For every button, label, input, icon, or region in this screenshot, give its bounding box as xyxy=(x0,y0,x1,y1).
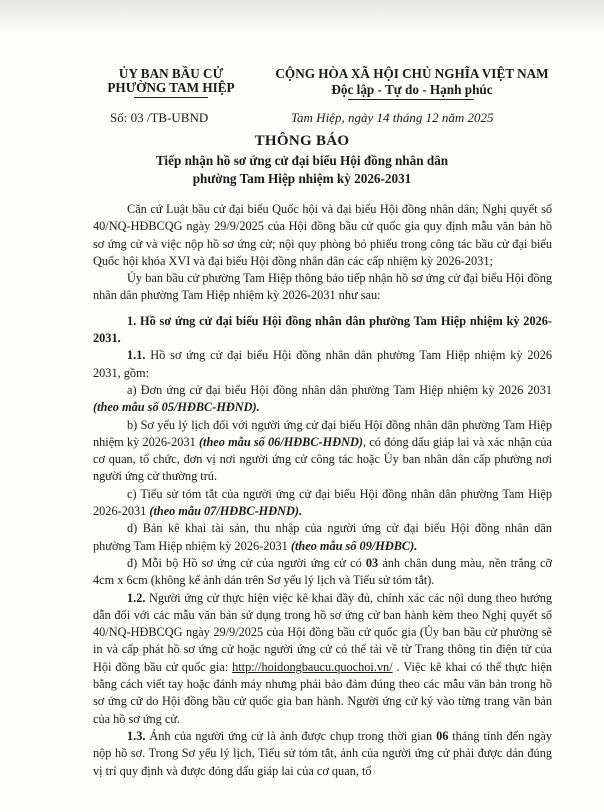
subtitle-line2: phường Tam Hiệp nhiệm kỳ 2026-2031 xyxy=(192,171,412,186)
item-b-text2: , có đóng dấu giáp lai và xác nhận của cơ quan, tổ chức, đơn vị nơi người ứng cử công tác hoặc Ủy ban nhân dân cấp phường nơi người ứng cử thường trú. xyxy=(93,434,552,484)
item-1-3-number: 1.3. xyxy=(127,728,146,743)
item-1-1-text: Hồ sơ ứng cử đại biểu Hội đồng nhân dân phường Tam Hiệp nhiệm kỳ 2026 2031, gồm: xyxy=(93,348,552,380)
national-motto: Độc lập - Tự do - Hạnh phúc xyxy=(331,82,493,97)
item-d-form: (theo mẫu số 09/HĐBC). xyxy=(290,538,418,553)
issuer-name-line2: PHƯỜNG TAM HIỆP xyxy=(107,80,235,95)
item-a xyxy=(93,382,552,417)
legal-basis-paragraph: Căn cứ Luật bầu cử đại biểu Quốc hội và đại biểu Hội đồng nhân dân; Nghị quyết số 40/NQ-HĐBCQG ngày 29/9/2025 của Hội đồng bầu cử quốc gia quy định mẫu văn bản hồ sơ ứng cử và việc nộp hồ sơ ứng cử; nội quy phòng bỏ phiếu trong công tác bầu cử đại biểu Quốc hội khóa XVI và đại biểu Hội đồng nhân dân các cấp nhiệm kỳ 2026-2031; xyxy=(93,202,552,268)
item-dd-text2: ảnh chân dung màu, nền trắng cỡ 4cm x 6cm (không kể ảnh dán trên Sơ yếu lý lịch và Tiểu sử tóm tắt). xyxy=(93,555,553,588)
election-council-link[interactable]: http://hoidongbaucu.quochoi.vn/ xyxy=(232,659,393,674)
item-d-text: d) Bản kê khai tài sản, thu nhập của người ứng cử đại biểu Hội đồng nhân dân phường Tam Hiệp nhiệm kỳ 2026-2031 xyxy=(93,521,552,553)
document-title: THÔNG BÁO xyxy=(254,133,350,149)
document-number: Số: 03 /TB-UBND xyxy=(110,110,209,125)
subtitle-line1: Tiếp nhận hồ sơ ứng cử đại biểu Hội đồng nhân dân xyxy=(155,153,449,168)
section-1-heading: 1. Hồ sơ ứng cử đại biểu Hội đồng nhân dân phường Tam Hiệp nhiệm kỳ 2026-2031. xyxy=(93,313,552,346)
item-c-text: c) Tiểu sử tóm tắt của người ứng cử đại biểu Hội đồng nhân dân phường Tam Hiệp 2026-2031 xyxy=(93,486,552,519)
date-line: Tam Hiệp, ngày 14 tháng 12 năm 2025 xyxy=(291,110,494,125)
item-a-form: (theo mẫu số 05/HĐBC-HĐND). xyxy=(93,400,260,415)
item-1-2-number: 1.2. xyxy=(127,590,146,605)
item-1-3-text1: Ảnh của người ứng cử là ảnh được chụp trong thời gian xyxy=(145,728,437,743)
item-d xyxy=(93,520,552,555)
item-b xyxy=(93,417,552,486)
item-dd-text1: đ) Mỗi bộ Hồ sơ ứng cử của người ứng cử có xyxy=(127,555,366,570)
document-body xyxy=(93,201,552,780)
issuer-underline xyxy=(134,97,208,98)
motto-underline xyxy=(348,99,474,100)
item-1-2-text2: . Việc kê khai có thể thực hiện bằng cách viết tay hoặc đánh máy nhưng phải bảo đảm đúng theo các mẫu văn bản trong hồ sơ ứng cử do Hội đồng bầu cử quốc gia ban hành. Người ứng cử ký vào từng trang văn bản của hồ sơ ứng cử. xyxy=(93,659,552,726)
item-c-form: (theo mẫu 07/HĐBC-HĐND). xyxy=(149,504,303,519)
item-1-3 xyxy=(93,728,552,780)
document-subtitle xyxy=(0,152,604,188)
item-dd xyxy=(93,555,552,590)
item-1-1-number: 1.1. xyxy=(127,348,146,363)
item-1-2-text: Người ứng cử thực hiện việc kê khai đầy đủ, chính xác các nội dung theo hướng dẫn đối với các mẫu văn bản sử dụng trong hồ sơ ứng cử ban hành kèm theo Nghị quyết số 40/NQ-HĐBCQG ngày 29/9/2025 của Hội đồng bầu cử quốc gia (Ủy ban bầu cử phường sẽ in và cấp phát hồ sơ ứng cử hoặc người ứng cử có thể tải về từ Trang thông tin điện tử của Hội đồng bầu cử quốc gia: xyxy=(93,590,552,674)
item-b-form: (theo mẫu số 06/HĐBC-HĐND) xyxy=(198,434,363,449)
item-1-2 xyxy=(93,590,552,728)
item-1-3-months: 06 xyxy=(436,728,449,743)
item-1-1 xyxy=(93,347,552,382)
national-title: CỘNG HÒA XÃ HỘI CHỦ NGHĨA VIỆT NAM xyxy=(275,66,549,81)
item-c xyxy=(93,486,552,521)
item-a-text: a) Đơn ứng cử đại biểu Hội đồng nhân dân phường Tam Hiệp nhiệm kỳ 2026 2031 xyxy=(127,382,552,397)
item-dd-count: 03 xyxy=(365,555,379,570)
item-1-3-text2: tháng tính đến ngày nộp hồ sơ. Trong Sơ yếu lý lịch, Tiểu sử tóm tắt, ảnh của người ứng cử phải được dán đúng vị trí quy định và được đóng dấu giáp lai của cơ quan, tổ xyxy=(93,728,552,778)
issuer-name-line1: ỦY BAN BẦU CỬ xyxy=(118,66,224,81)
item-b-text1: b) Sơ yếu lý lịch đối với người ứng cử đại biểu Hội đồng nhân dân phường Tam Hiệp nhiệm kỳ 2026-2031 xyxy=(93,417,552,449)
scan-shadow xyxy=(0,0,604,34)
intro-paragraph: Ủy ban bầu cử phường Tam Hiệp thông báo tiếp nhận hồ sơ ứng cử đại biểu Hội đồng nhân dân phường Tam Hiệp nhiệm kỳ 2026-2031 như sau: xyxy=(93,271,552,303)
